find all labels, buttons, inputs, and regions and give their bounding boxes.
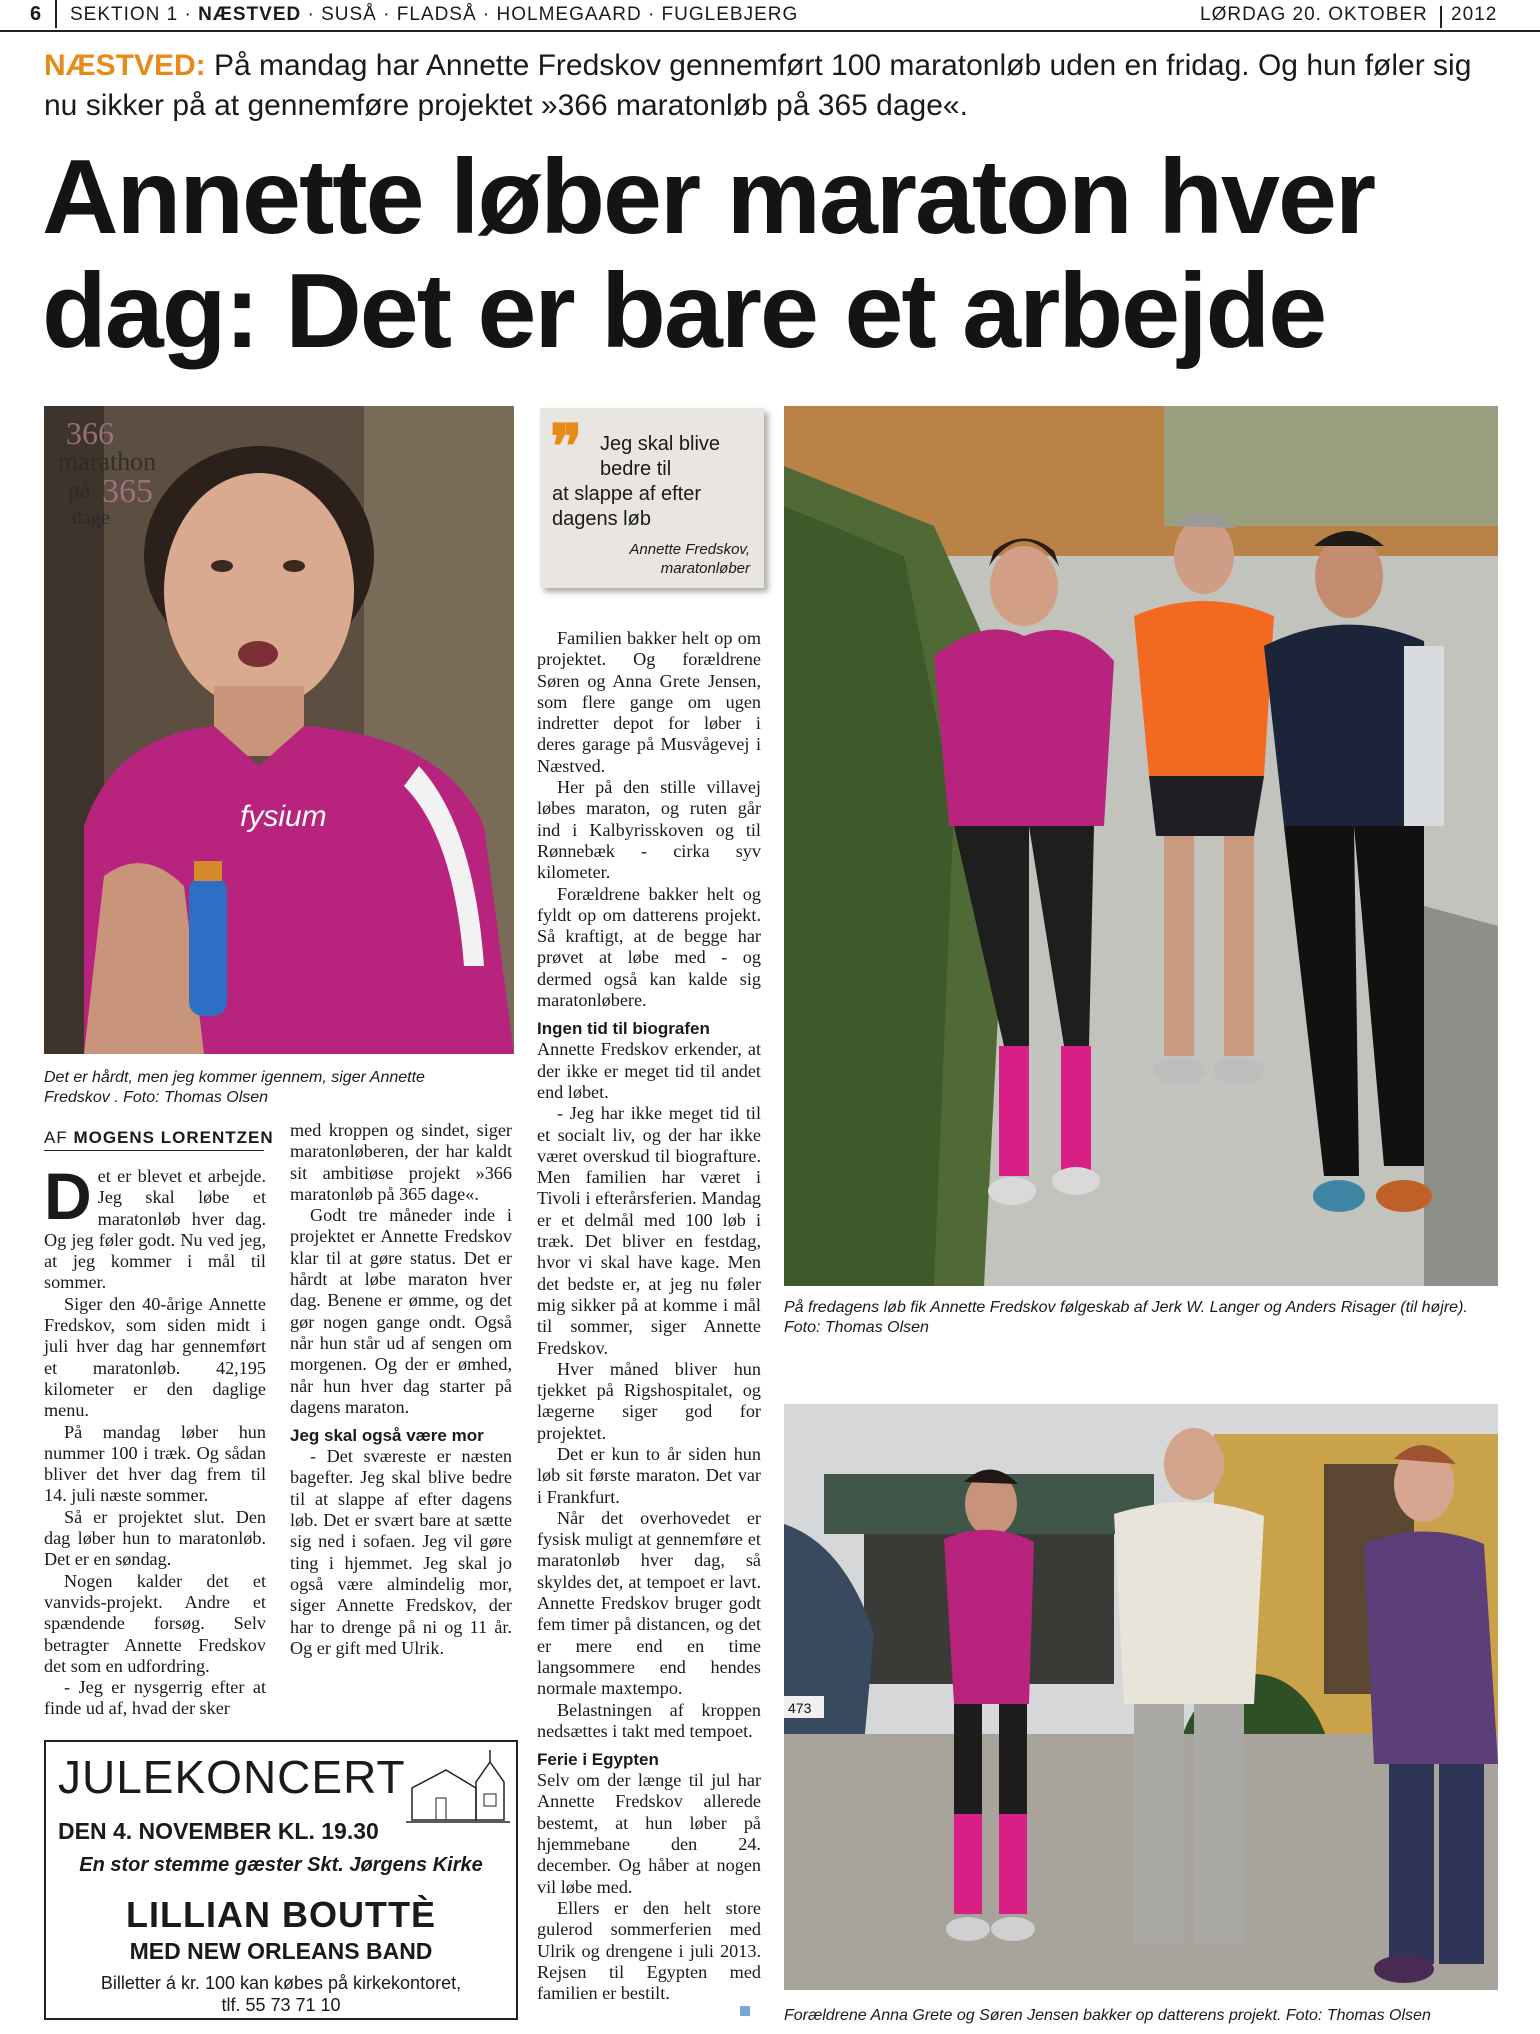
subheading: Ferie i Egypten (537, 1750, 659, 1770)
quote-mark-icon: ❞ (550, 414, 583, 480)
article-lead (44, 46, 1504, 126)
ad-tickets: Billetter á kr. 100 kan købes på kirkekontoret, (100, 1973, 462, 1993)
ad-date: DEN 4. NOVEMBER KL. 19.30 (58, 1818, 379, 1844)
logo-paa: på (68, 478, 91, 504)
parents-illustration (784, 1404, 1498, 1990)
portrait-illustration (44, 406, 514, 1054)
page-header (0, 0, 1540, 32)
byline (44, 1128, 274, 1148)
logo-366: 366 (66, 415, 114, 451)
ad-band: MED NEW ORLEANS BAND (129, 1938, 433, 1964)
issue-date: LØRDAG 20. OKTOBER (1200, 4, 1428, 25)
section-label: SEKTION 1 · (70, 4, 199, 25)
article-column-2 (290, 1120, 512, 1659)
license-plate: 473 (788, 1700, 812, 1716)
logo-365: 365 (102, 473, 153, 510)
ad-subtitle: En stor stemme gæster Skt. Jørgens Kirke (79, 1854, 483, 1876)
shirt-logo-text: fysium (240, 800, 327, 833)
end-of-article-icon (740, 2006, 750, 2016)
paragraph: Hver måned bliver hun tjekket på Rigshospitalet, og lægerne siger god for projektet. (537, 1358, 761, 1443)
ad-phone: tlf. 55 73 71 10 (221, 1995, 341, 2015)
subheading: Ingen tid til biografen (537, 1019, 710, 1039)
byline-author: MOGENS LORENTZEN (73, 1128, 274, 1147)
section-line (70, 4, 798, 26)
paragraph: Så er projektet slut. Den dag løber hun to maratonløb. Det er en søndag. (44, 1506, 266, 1570)
runners-caption: På fredagens løb fik Annette Fredskov følgeskab af Jerk W. Langer og Anders Risager (til højre). Foto: Thomas Olsen (784, 1299, 1468, 1336)
drop-cap: D (44, 1159, 92, 1233)
runners-illustration (784, 406, 1498, 1286)
paragraph-text: et er blevet et arbejde. Jeg skal løbe et maratonløb hver dag. Og jeg føler godt. Nu ved jeg, at jeg kommer i mål til sommer. (44, 1166, 266, 1293)
paragraph: På mandag løber hun nummer 100 i træk. Og sådan bliver det hver dag frem til 14. juli næste sommer. (44, 1421, 266, 1506)
portrait-caption: Det er hårdt, men jeg kommer igennem, siger Annette Fredskov . Foto: Thomas Olsen (44, 1069, 425, 1106)
paragraph: Ellers er den helt store gulerod sommerferien med Ulrik og drengene i juli 2013. Rejsen til Egypten med familien er bestilt. (537, 1897, 761, 2004)
header-divider (55, 0, 57, 28)
quote-author: Annette Fredskov, (629, 541, 750, 558)
logo-dage: dage (72, 507, 110, 529)
paragraph: Forældrene bakker helt og fyldt op om datterens projekt. Så kraftigt, at de begge har prøvet at løbe med - og dermed også kan kalde sig maratonløbere. (537, 883, 761, 1011)
article-headline: Annette løber maraton hver dag: Det er bare et arbejde (42, 138, 1375, 370)
quote-attribution (550, 540, 750, 578)
subheading: Jeg skal også være mor (290, 1426, 484, 1446)
church-icon (406, 1748, 510, 1828)
paragraph: Familien bakker helt op om projektet. Og forældrene Søren og Anna Grete Jensen, som flere gange om ugen indretter depot for løber i deres garage på Musvågevej i Næstved. (537, 628, 761, 776)
paragraph: Godt tre måneder inde i projektet er Annette Fredskov klar til at gøre status. Det er hårdt at løbe maraton hver dag. Benene er ømme, og det gør nogen gange ondt. Også når hun står ud af sengen om morgenen. Og der er ømhed, når hun hver dag starter på dagens maraton. (290, 1205, 512, 1417)
paragraph: med kroppen og sindet, siger maratonløberen, der har kaldt sit ambitiøse projekt »366 maratonløb på 365 dage«. (290, 1120, 512, 1204)
portrait-photo (44, 406, 514, 1054)
pull-quote (540, 408, 764, 588)
byline-divider (44, 1150, 264, 1151)
paragraph (44, 1159, 266, 1294)
paragraph: Når det overhovedet er fysisk muligt at gennemføre et maratonløb hver dag, så skyldes det, at tempoet er lavt. Annette Fredskov bruger godt fem timer på distancen, og det er mere end en time langsommere end hendes normale maxtempo. (537, 1507, 761, 1699)
concert-advertisement[interactable] (44, 1740, 518, 2020)
parents-photo (784, 1404, 1498, 1990)
section-places: · SUSÅ · FLADSÅ · HOLMEGAARD · FUGLEBJERG (301, 4, 799, 25)
page-number: 6 (30, 3, 42, 25)
paragraph: - Jeg har ikke meget tid til et socialt liv, og der har ikke været overskud til biografture. Men familien har været i Tivoli i efterårsferien. Mandag er et delmål med 100 løb i træk. Det bliver en festdag, hvor vi skal have kage. Men det bedste er, at jeg nu føler mig sikker på at komme i mål til sommer, siger Annette Fredskov. (537, 1103, 761, 1358)
ad-title: JULEKONCERT (58, 1751, 406, 1803)
paragraph: Annette Fredskov erkender, at der ikke er meget tid til andet end løbet. (537, 1039, 761, 1102)
paragraph: - Det sværeste er næsten bagefter. Jeg skal blive bedre til at slappe af efter dagens løb. Det er svært bare at sætte sig ned i sofaen. Jeg vil gøre ting i hjemmet. Jeg skal jo også være almindelig mor, siger Annette Fredskov, der har to drenge på ni og 11 år. Og er gift med Ulrik. (290, 1446, 512, 1658)
lead-text: På mandag har Annette Fredskov gennemført 100 maratonløb uden en fridag. Og hun føler sig nu sikker på at gennemføre projektet »366 maratonløb på 365 dage«. (44, 49, 1472, 122)
paragraph: Siger den 40-årige Annette Fredskov, som siden midt i juli hver dag har gennemført et maratonløb. 42,195 kilometer er den daglige menu. (44, 1293, 266, 1421)
quote-text-second: at slappe af efter dagens løb (552, 483, 701, 530)
article-column-3 (537, 628, 761, 2004)
ad-artist: LILLIAN BOUTTÈ (126, 1894, 436, 1935)
parents-caption: Forældrene Anna Grete og Søren Jensen bakker op datterens projekt. Foto: Thomas Olsen (784, 2007, 1431, 2024)
article-column-1 (44, 1159, 266, 1720)
paragraph: Selv om der længe til jul har Annette Fredskov allerede bestemt, at hun løber på hjemmebane den 24. december. Og håber at nogen vil løbe med. (537, 1770, 761, 1897)
ad-ticket-info (46, 1972, 516, 2016)
paragraph: Belastningen af kroppen nedsættes i takt med tempoet. (537, 1699, 761, 1741)
lead-dateline: NÆSTVED: (44, 49, 206, 82)
runners-photo (784, 406, 1498, 1286)
paragraph: Nogen kalder det et vanvids-projekt. Andre et spændende forsøg. Selv betragter Annette Fredskov det som en udfordring. (44, 1570, 266, 1676)
quote-author-title: maratonløber (660, 560, 750, 577)
section-town: NÆSTVED (198, 4, 302, 25)
paragraph: Her på den stille villavej løbes maraton, og ruten går ind i Kalbyrisskoven og til Rønnebæk - cirka syv kilometer. (537, 777, 761, 883)
header-divider (1440, 6, 1442, 28)
logo-marathon: marathon (58, 447, 157, 476)
issue-year: 2012 (1451, 4, 1498, 25)
quote-text-first: Jeg skal blive bedre til (600, 433, 721, 480)
paragraph: - Jeg er nysgerrig efter at finde ud af, hvad der sker (44, 1677, 266, 1719)
byline-prefix: AF (44, 1128, 74, 1147)
paragraph: Det er kun to år siden hun løb sit første maraton. Det var i Frankfurt. (537, 1443, 761, 1507)
